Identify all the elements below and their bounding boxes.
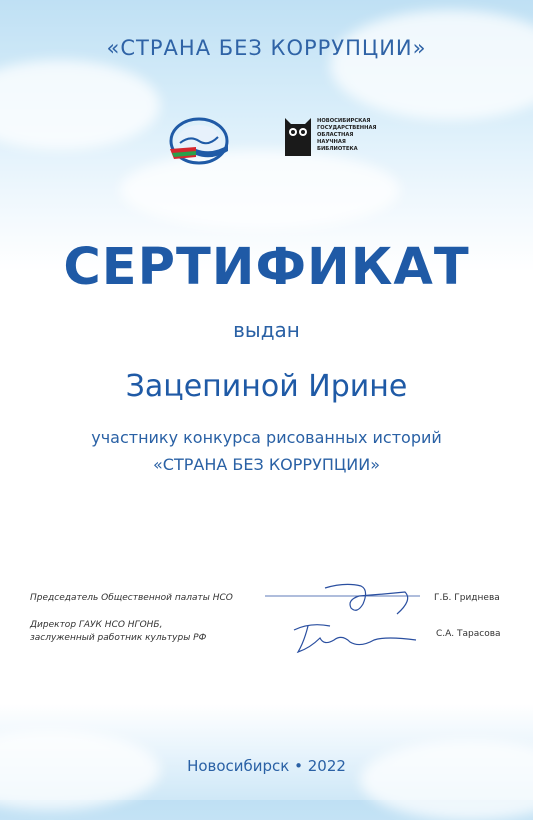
signature-1 (265, 578, 425, 620)
program-title: «СТРАНА БЕЗ КОРРУПЦИИ» (106, 36, 427, 60)
library-name: НОВОСИБИРСКАЯ ГОСУДАРСТВЕННАЯ ОБЛАСТНАЯ НАУЧНАЯ БИБЛИОТЕКА (317, 118, 377, 152)
description-line-2: «СТРАНА БЕЗ КОРРУПЦИИ» (153, 455, 380, 474)
library-logo (283, 116, 377, 166)
signatory-2-role-line-1: Директор ГАУК НСО НГОНБ, (30, 620, 163, 630)
cloud-decoration (0, 60, 160, 150)
issued-label: выдан (233, 318, 300, 342)
owl-icon (283, 116, 313, 158)
public-chamber-logo (166, 113, 232, 173)
description-line-1: участнику конкурса рисованных историй (91, 428, 442, 447)
cloud-decoration (360, 740, 533, 820)
cloud-decoration (330, 10, 533, 120)
signatory-1-role: Председатель Общественной палаты НСО (30, 593, 233, 603)
recipient-name: Зацепиной Ирине (125, 369, 408, 404)
signatory-2-role-line-2: заслуженный работник культуры РФ (30, 633, 207, 643)
certificate-title: СЕРТИФИКАТ (63, 238, 470, 297)
footer-place-year: Новосибирск • 2022 (187, 757, 346, 775)
signature-2 (290, 618, 420, 658)
signatory-1-name: Г.Б. Гриднева (434, 593, 500, 603)
signatory-2-name: С.А. Тарасова (436, 629, 501, 639)
